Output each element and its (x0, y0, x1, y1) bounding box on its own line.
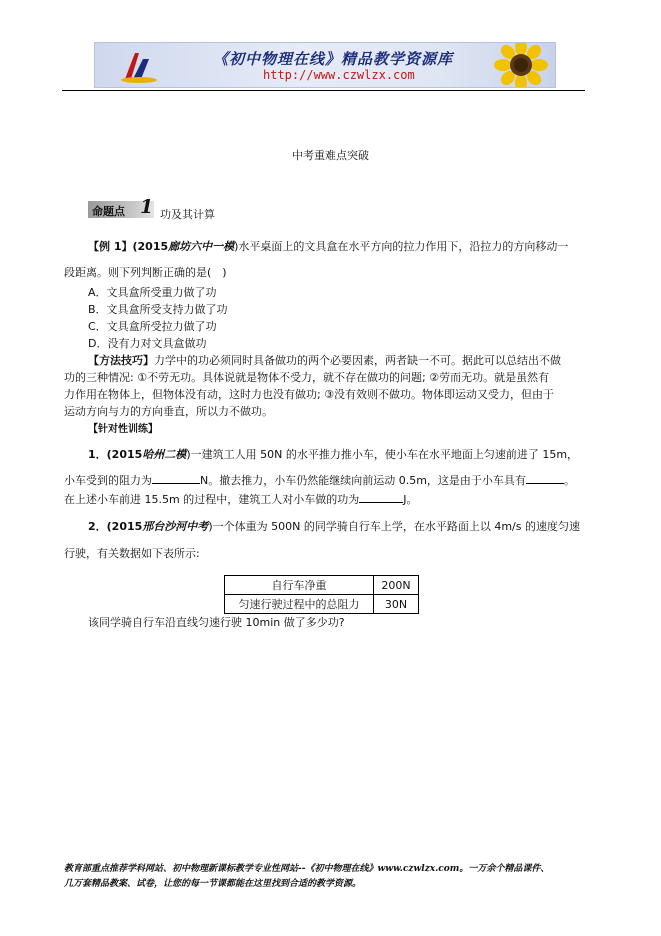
banner-url[interactable]: http://www.czwlzx.com (263, 68, 415, 82)
q1-blank-work[interactable] (359, 492, 403, 503)
sunflower-icon (491, 42, 549, 88)
method-line-3: 力作用在物体上，但物体没有动，这时力也没有做功; ③没有效则不做功。物体即运动又受力，但由于 (64, 388, 555, 401)
topic-badge-label: 命题点 (92, 205, 125, 218)
method-line-2: 功的三种情况: ①不劳无功。具体说就是物体不受力，就不存在做功的问题; ②劳而无功。就是虽然有 (64, 371, 550, 384)
q2-year: (2015 (106, 520, 143, 533)
q2-line-2: 行驶，有关数据如下表所示: (64, 547, 200, 560)
option-a: A．文具盒所受重力做了功 (88, 286, 217, 299)
q2-line-1 (88, 518, 580, 534)
q2-text: )一个体重为 500N 的同学骑自行车上学，在水平路面上以 4m/s 的速度匀速 (208, 520, 580, 533)
q2-number: 2． (88, 520, 107, 533)
topic-badge (88, 196, 154, 218)
example-1-tag: 【例 1】 (88, 240, 133, 253)
table-cell: 匀速行驶过程中的总阻力 (225, 595, 374, 614)
q1-blank-inertia[interactable] (526, 473, 564, 484)
method-text-1: 力学中的功必须同时具备做功的两个必要因素，两者缺一不可。据此可以总结出不做 (154, 354, 561, 367)
q1-text-2a: 小车受到的阻力为 (64, 474, 152, 487)
footer-line-1: 教育部重点推荐学科网站、初中物理新课标教学专业性网站--《初中物理在线》www.czwlzx.com。一万余个精品课件、 (64, 864, 550, 874)
q1-year: (2015 (106, 448, 143, 461)
header-banner (94, 42, 556, 88)
data-table (224, 575, 419, 614)
q1-text-3b: J。 (403, 493, 418, 506)
table-row (225, 595, 419, 614)
header-rule (62, 90, 585, 91)
q1-line-2 (64, 472, 575, 488)
table-cell: 200N (374, 576, 419, 595)
q2-question: 该同学骑自行车沿直线匀速行驶 10min 做了多少功? (88, 616, 345, 629)
example-1-source: 廊坊六中一模 (168, 240, 235, 253)
footer (64, 862, 604, 892)
q1-line-1 (88, 446, 578, 462)
banner-title: 《初中物理在线》精品教学资源库 (213, 50, 454, 68)
option-c: C．文具盒所受拉力做了功 (88, 320, 217, 333)
page-title: 中考重难点突破 (292, 149, 369, 162)
method-line-4: 运动方向与力的方向垂直，所以力不做功。 (64, 405, 273, 418)
topic-badge-number: 1 (140, 196, 154, 218)
q1-text-2c: 。 (563, 474, 575, 487)
q1-line-3 (64, 491, 417, 507)
footer-line-2: 几万套精品教案、试卷，让您的每一节课都能在这里找到合适的教学资源。 (64, 879, 362, 889)
example-1-text: )水平桌面上的文具盒在水平方向的拉力作用下，沿拉力的方向移动一 (234, 240, 569, 253)
table-cell: 30N (374, 595, 419, 614)
practice-tag: 【针对性训练】 (88, 424, 158, 435)
option-b: B．文具盒所受支持力做了功 (88, 303, 228, 316)
q2-source: 邢台沙河中考 (142, 520, 209, 533)
example-1-year: (2015 (132, 240, 169, 253)
q1-source: 哈州二模 (142, 448, 187, 461)
option-d: D．没有力对文具盒做功 (88, 337, 207, 350)
q1-text-2b: N。撤去推力，小车仍然能继续向前运动 0.5m，这是由于小车具有 (200, 474, 526, 487)
table-cell: 自行车净重 (225, 576, 374, 595)
q1-number: 1． (88, 448, 107, 461)
example-1-line-1 (88, 238, 568, 254)
method-line-1 (88, 352, 561, 368)
q1-text-3a: 在上述小车前进 15.5m 的过程中，建筑工人对小车做的功为 (64, 493, 360, 506)
table-row (225, 576, 419, 595)
topic-title: 功及其计算 (160, 208, 215, 221)
method-tag: 【方法技巧】 (88, 354, 154, 367)
q1-blank-resistance[interactable] (152, 473, 200, 484)
example-1-line-2: 段距离。则下列判断正确的是( ) (64, 266, 227, 279)
q1-text: )一建筑工人用 50N 的水平推力推小车，使小车在水平地面上匀速前进了 15m， (186, 448, 579, 461)
logo-icon (119, 49, 159, 83)
